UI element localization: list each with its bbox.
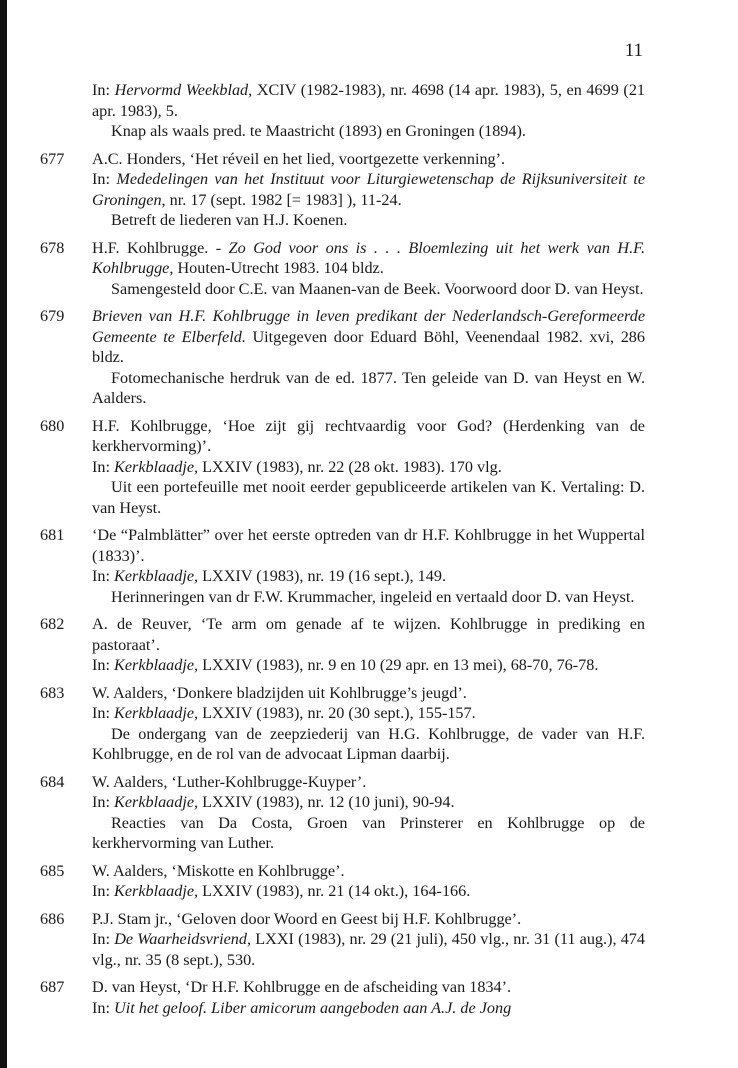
entry-number: 683 (40, 683, 65, 702)
entry-text (92, 655, 645, 676)
entry-text (92, 703, 645, 724)
entry-text: W. Aalders, ‘Donkere bladzijden uit Kohlbrugge’s jeugd’. (92, 683, 467, 702)
italic-title: Kerkblaadje, (114, 793, 199, 811)
bibliography-entry (40, 614, 645, 676)
text-part: In: (92, 457, 115, 476)
text-part: In: (92, 930, 115, 948)
entry-text (92, 998, 645, 1019)
bibliography-entry (40, 306, 645, 409)
italic-title: Uit het geloof. Liber amicorum aangeboden aan A.J. de Jong (114, 998, 512, 1017)
entry-text (92, 306, 645, 368)
entry-number: 681 (40, 526, 65, 544)
text-part: Uitgegeven door Eduard Böhl, Veenendaal 1982. xvi, 286 bldz. (92, 327, 645, 366)
bibliography-entry (40, 149, 645, 231)
italic-title: Hervormd Weekblad, (114, 81, 253, 99)
text-part: In: (92, 656, 115, 674)
entry-text: W. Aalders, ‘Luther-Kohlbrugge-Kuyper’. (92, 772, 367, 791)
text-part: In: (92, 998, 115, 1017)
text-part: In: (92, 81, 115, 99)
text-part: Houten-Utrecht 1983. 104 bldz. (173, 259, 384, 277)
entry-number: 679 (40, 307, 65, 325)
italic-title: De Waarheidsvriend, (114, 930, 252, 948)
italic-title: Brieven van H.F. Kohlbrugge in leven predikant der Nederlandsch-Gereformeerde Gemeente te Elberfeld. (92, 307, 645, 346)
text-part: In: (92, 704, 115, 722)
entry-text (92, 80, 645, 121)
text-part: LXXIV (1983), nr. 20 (30 sept.), 155-157. (198, 704, 476, 722)
bibliography-entry (40, 683, 645, 765)
entry-text: De ondergang van de zeepziederij van H.G. Kohlbrugge, de vader van H.F. Kohlbrugge, en de rol van de advocaat Lipman daarbij. (92, 724, 645, 763)
bibliography-entry (40, 525, 645, 607)
bibliography-list (40, 80, 645, 1018)
page-number: 11 (624, 40, 643, 61)
entry-text: ‘De “Palmblätter” over het eerste optreden van dr H.F. Kohlbrugge in het Wuppertal (1833)’. (92, 526, 645, 565)
entry-text: Samengesteld door C.E. van Maanen-van de Beek. Voorwoord door D. van Heyst. (111, 279, 644, 298)
bibliography-entry (40, 977, 645, 1018)
text-part: LXXIV (1983), nr. 12 (10 juni), 90-94. (198, 793, 455, 811)
text-part: LXXIV (1983), nr. 19 (16 sept.), 149. (198, 567, 446, 585)
text-part: H.F. Kohlbrugge. - (92, 238, 229, 257)
entry-text: Reacties van Da Costa, Groen van Prinsterer en Kohlbrugge op de kerkhervorming van Luther. (92, 813, 645, 852)
entry-text (92, 169, 645, 210)
entry-number: 685 (40, 861, 65, 880)
entry-text: Knap als waals pred. te Maastricht (1893) en Groningen (1894). (111, 122, 526, 140)
text-part: LXXIV (1983), nr. 9 en 10 (29 apr. en 13 mei), 68-70, 76-78. (198, 656, 599, 674)
text-part: In: (92, 882, 115, 900)
entry-number: 678 (40, 238, 65, 257)
bibliography-entry (40, 772, 645, 854)
text-part: LXXIV (1983), nr. 22 (28 okt. 1983). 170 vlg. (198, 457, 502, 476)
italic-title: Kerkblaadje, (114, 882, 199, 900)
entry-number: 686 (40, 909, 65, 928)
page-edge-bar (0, 0, 7, 1068)
entry-text (92, 238, 645, 279)
entry-number: 682 (40, 615, 65, 633)
text-part: nr. 17 (sept. 1982 [= 1983] ), 11-24. (165, 190, 402, 209)
entry-number: 677 (40, 149, 65, 168)
bibliography-entry (40, 416, 645, 519)
entry-text (92, 792, 645, 813)
entry-text: H.F. Kohlbrugge, ‘Hoe zijt gij rechtvaardig voor God? (Herdenking van de kerkhervorming)’. (92, 416, 645, 455)
italic-title: Kerkblaadje, (114, 457, 199, 476)
entry-text: D. van Heyst, ‘Dr H.F. Kohlbrugge en de afscheiding van 1834’. (92, 978, 512, 996)
entry-text (92, 881, 645, 902)
entry-number: 687 (40, 978, 65, 996)
entry-text: A. de Reuver, ‘Te arm om genade af te wijzen. Kohlbrugge in prediking en pastoraat’. (92, 615, 645, 654)
bibliography-entry (40, 909, 645, 971)
text-part: In: (92, 567, 115, 585)
entry-text: Herinneringen van dr F.W. Krummacher, ingeleid en vertaald door D. van Heyst. (111, 587, 635, 606)
italic-title: Mededelingen van het Instituut voor Liturgiewetenschap de Rijksuniversiteit te Groningen, (92, 170, 646, 209)
bibliography-entry (40, 861, 645, 902)
text-part: In: (92, 793, 115, 811)
text-part: LXXIV (1983), nr. 21 (14 okt.), 164-166. (198, 882, 471, 900)
italic-title: Zo God voor ons is . . . Bloemlezing uit het werk van H.F. Kohlbrugge, (92, 238, 645, 277)
entry-number: 680 (40, 416, 65, 435)
entry-number: 684 (40, 772, 65, 791)
entry-text: Betreft de liederen van H.J. Koenen. (111, 211, 348, 229)
text-part: LXXI (1983), nr. 29 (21 juli), 450 vlg., nr. 31 (11 aug.), 474 vlg., nr. 35 (8 sept.), 530. (92, 930, 645, 969)
entry-text (92, 929, 645, 970)
entry-text (92, 566, 645, 587)
bibliography-entry (40, 238, 645, 300)
text-part: XCIV (1982-1983), nr. 4698 (14 apr. 1983), 5, en 4699 (21 apr. 1983), 5. (92, 81, 646, 120)
entry-text: P.J. Stam jr., ‘Geloven door Woord en Geest bij H.F. Kohlbrugge’. (92, 909, 522, 928)
italic-title: Kerkblaadje, (114, 656, 199, 674)
entry-text: A.C. Honders, ‘Het réveil en het lied, voortgezette verkenning’. (92, 149, 506, 168)
italic-title: Kerkblaadje, (114, 704, 199, 722)
text-part: In: (92, 170, 117, 188)
entry-text: Uit een portefeuille met nooit eerder gepubliceerde artikelen van K. Vertaling: D. van Heyst. (92, 478, 645, 517)
entry-text: Fotomechanische herdruk van de ed. 1877. Ten geleide van D. van Heyst en W. Aalders. (92, 368, 645, 407)
entry-text: W. Aalders, ‘Miskotte en Kohlbrugge’. (92, 861, 345, 880)
bibliography-entry (40, 80, 645, 142)
italic-title: Kerkblaadje, (114, 567, 199, 585)
entry-text (92, 457, 645, 478)
